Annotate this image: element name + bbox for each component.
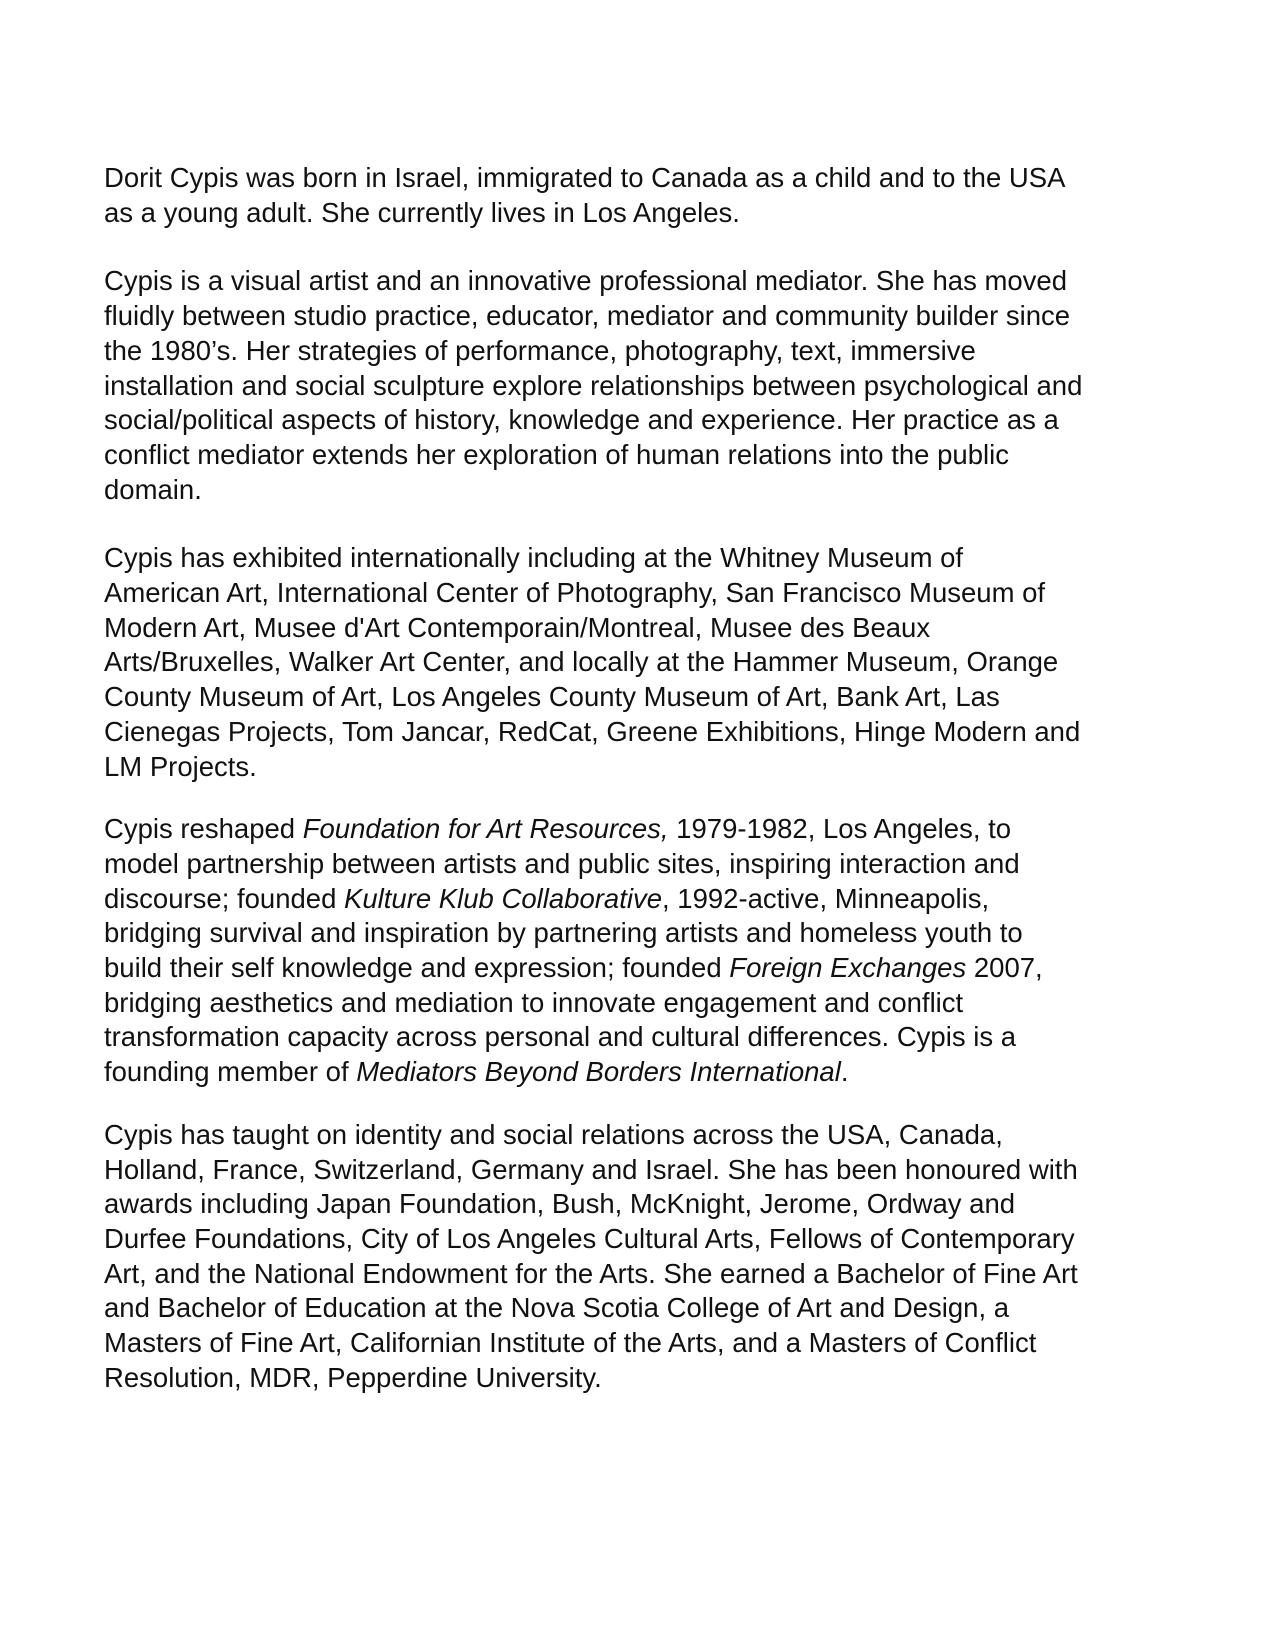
text-run: Holland, France, Switzerland, Germany and Israel. She has been honoured with <box>104 1153 1078 1185</box>
text-line <box>104 645 1169 680</box>
text-run: Masters of Fine Art, Californian Institute of the Arts, and a Masters of Conflict <box>104 1327 1037 1359</box>
italic-title-text: Kulture Klub Collaborative <box>344 882 662 914</box>
text-line <box>104 264 1169 299</box>
text-line <box>104 1257 1169 1292</box>
text-line <box>104 576 1169 611</box>
text-run: Cypis reshaped <box>104 813 303 845</box>
italic-title-text: Mediators Beyond Borders International <box>356 1056 841 1088</box>
text-line <box>104 541 1169 576</box>
text-line <box>104 1222 1169 1257</box>
text-run: 1979-1982, Los Angeles, to <box>668 813 1012 845</box>
text-line <box>104 611 1169 646</box>
text-line <box>104 986 1169 1021</box>
text-run: Art, and the National Endowment for the Arts. She earned a Bachelor of Fine Art <box>104 1257 1078 1289</box>
text-line <box>104 1118 1169 1153</box>
text-line <box>104 196 1169 231</box>
text-line <box>104 369 1169 404</box>
text-line <box>104 847 1169 882</box>
text-run: American Art, International Center of Photography, San Francisco Museum of <box>104 577 1046 609</box>
text-run: conflict mediator extends her exploration of human relations into the public <box>104 438 1009 470</box>
text-run: domain. <box>104 473 202 505</box>
text-run: bridging aesthetics and mediation to innovate engagement and conflict <box>104 986 964 1018</box>
text-run: transformation capacity across personal and cultural differences. Cypis is a <box>104 1021 1017 1053</box>
document-body <box>104 161 1169 1396</box>
text-run: social/political aspects of history, knowledge and experience. Her practice as a <box>104 404 1059 436</box>
text-run: Dorit Cypis was born in Israel, immigrated to Canada as a child and to the USA <box>104 162 1066 193</box>
text-run: as a young adult. She currently lives in Los Angeles. <box>104 196 740 228</box>
text-run: Modern Art, Musee d'Art Contemporain/Montreal, Musee des Beaux <box>104 611 931 643</box>
text-run: Arts/Bruxelles, Walker Art Center, and locally at the Hammer Museum, Orange <box>104 646 1059 678</box>
text-line <box>104 951 1169 986</box>
text-line <box>104 299 1169 334</box>
text-line <box>104 1020 1169 1055</box>
text-run: installation and social sculpture explore relationships between psychological and <box>104 369 1083 401</box>
text-run: 2007, <box>966 952 1043 984</box>
text-run: Durfee Foundations, City of Los Angeles Cultural Arts, Fellows of Contemporary <box>104 1222 1075 1254</box>
text-line <box>104 403 1169 438</box>
text-run: model partnership between artists and public sites, inspiring interaction and <box>104 847 1020 879</box>
paragraph-teaching-awards <box>104 1118 1169 1396</box>
italic-title-text: Foundation for Art Resources, <box>302 813 669 845</box>
italic-title-text: Foreign Exchanges <box>729 952 967 984</box>
text-run: awards including Japan Foundation, Bush, McKnight, Jerome, Ordway and <box>104 1188 1016 1220</box>
text-run: LM Projects. <box>104 750 257 782</box>
text-line <box>104 812 1169 847</box>
text-line <box>104 680 1169 715</box>
text-run: discourse; founded <box>104 882 345 914</box>
text-line <box>104 1153 1169 1188</box>
text-run: . <box>840 1056 849 1088</box>
text-line <box>104 1326 1169 1361</box>
text-run: build their self knowledge and expression; founded <box>104 952 730 984</box>
text-run: Cypis has exhibited internationally including at the Whitney Museum of <box>104 542 964 574</box>
text-line <box>104 1361 1169 1396</box>
text-line <box>104 882 1169 917</box>
text-line <box>104 161 1169 196</box>
text-line <box>104 1187 1169 1222</box>
text-line <box>104 334 1169 369</box>
text-line <box>104 438 1169 473</box>
text-run: bridging survival and inspiration by partnering artists and homeless youth to <box>104 917 1023 949</box>
text-run: Resolution, MDR, Pepperdine University. <box>104 1361 602 1393</box>
paragraph-exhibitions <box>104 541 1169 784</box>
text-line <box>104 1291 1169 1326</box>
text-line <box>104 916 1169 951</box>
text-run: County Museum of Art, Los Angeles County Museum of Art, Bank Art, Las <box>104 681 1000 713</box>
text-run: , 1992-active, Minneapolis, <box>662 882 990 914</box>
text-run: and Bachelor of Education at the Nova Scotia College of Art and Design, a <box>104 1292 1010 1324</box>
text-line <box>104 715 1169 750</box>
text-run: Cienegas Projects, Tom Jancar, RedCat, Greene Exhibitions, Hinge Modern and <box>104 715 1081 747</box>
paragraph-foundations <box>104 812 1169 1090</box>
text-line <box>104 1055 1169 1090</box>
text-line <box>104 750 1169 785</box>
paragraph-practice <box>104 264 1169 507</box>
text-run: Cypis has taught on identity and social relations across the USA, Canada, <box>104 1118 1003 1150</box>
text-line <box>104 473 1169 508</box>
text-run: fluidly between studio practice, educator, mediator and community builder since <box>104 300 1071 332</box>
text-run: the 1980’s. Her strategies of performance, photography, text, immersive <box>104 334 976 366</box>
text-run: Cypis is a visual artist and an innovative professional mediator. She has moved <box>104 265 1068 297</box>
paragraph-birth <box>104 161 1169 230</box>
text-run: founding member of <box>104 1056 357 1088</box>
